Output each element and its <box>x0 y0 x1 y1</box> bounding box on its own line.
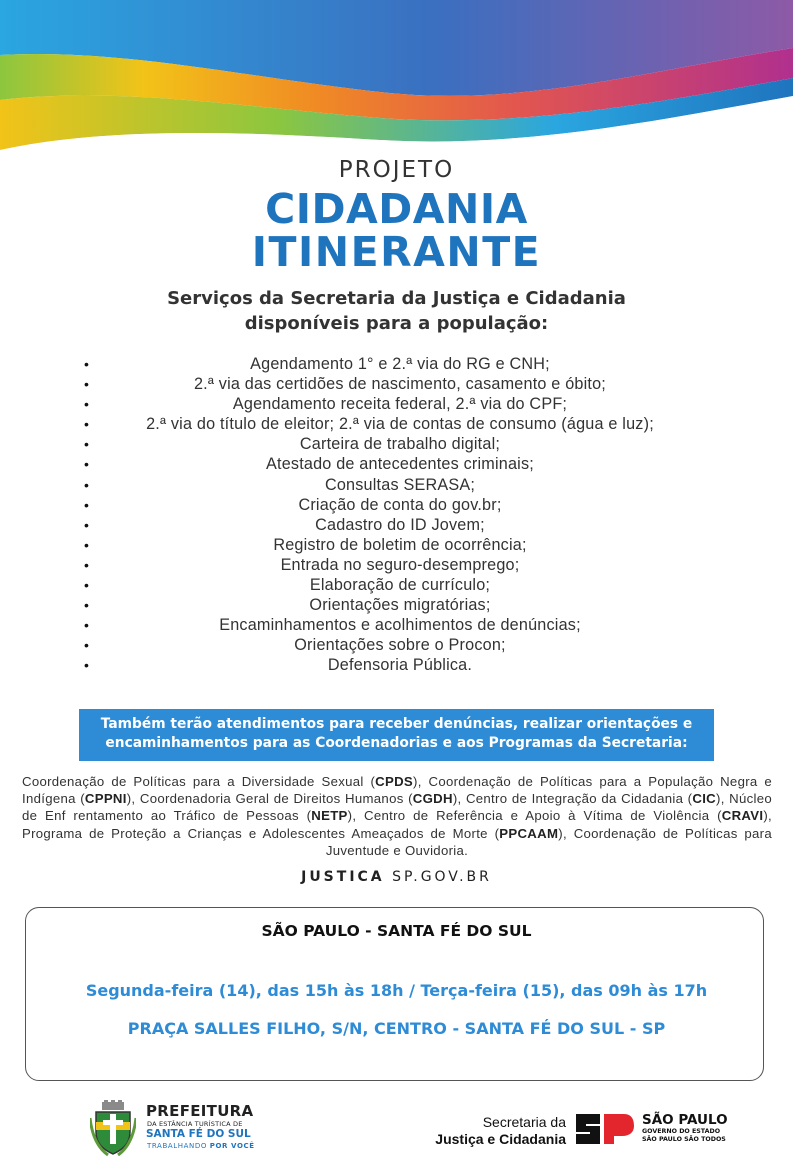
website-bold-part: JUSTICA <box>301 869 385 885</box>
list-item <box>80 615 720 635</box>
bullet-icon: • <box>84 476 90 493</box>
service-text: Orientações migratórias; <box>309 596 491 615</box>
list-item <box>80 354 720 374</box>
list-item <box>80 495 720 515</box>
prefeitura-city: SANTA FÉ DO SUL <box>146 1128 251 1140</box>
page-title-line2: ITINERANTE <box>251 228 542 276</box>
services-list <box>80 354 720 676</box>
organization-text: ), Centro de Integração da Cidadania ( <box>452 791 693 807</box>
organization-text: ), Programa de Proteção a Crianças e Adolescentes Ameaçados de Morte ( <box>22 808 772 841</box>
prefeitura-slogan-part2: POR VOCÊ <box>209 1142 255 1150</box>
service-text: Encaminhamentos e acolhimentos de denúncias; <box>219 616 581 635</box>
list-item <box>80 595 720 615</box>
secretaria-line2: Justiça e Cidadania <box>435 1131 566 1147</box>
event-dates: Segunda-feira (14), das 15h às 18h / Terça-feira (15), das 09h às 17h <box>85 981 708 1000</box>
list-item <box>80 454 720 474</box>
prefeitura-slogan <box>147 1142 255 1150</box>
organization-text: Coordenação de Políticas para a Diversidade Sexual ( <box>22 774 376 789</box>
bullet-icon: • <box>84 436 90 453</box>
organization-text: ), Centro de Referência e Apoio à Vítima de Violência ( <box>347 808 722 824</box>
list-item <box>80 575 720 595</box>
list-item <box>80 515 720 535</box>
service-text: Entrada no seguro-desemprego; <box>280 555 520 574</box>
list-item <box>80 535 720 555</box>
organization-acronym: NETP <box>311 808 348 824</box>
organization-acronym: CPPNI <box>84 791 127 807</box>
bullet-icon: • <box>84 376 90 393</box>
additional-services-banner <box>79 709 714 761</box>
service-text: 2.ª via das certidões de nascimento, casamento e óbito; <box>193 375 606 394</box>
page-title-line1: CIDADANIA <box>265 185 528 233</box>
organization-acronym: CPDS <box>375 774 414 789</box>
sp-name: SÃO PAULO <box>642 1112 728 1128</box>
organization-text: ), Coordenação de Políticas para a População Negra e Indígena ( <box>22 774 773 807</box>
bullet-icon: • <box>84 597 90 614</box>
service-text: 2.ª via do título de eleitor; 2.ª via de contas de consumo (água e luz); <box>146 415 654 434</box>
website-rest: SP.GOV.BR <box>384 869 492 885</box>
banner-line2: encaminhamentos para as Coordenadorias e aos Programas da Secretaria: <box>105 735 688 751</box>
service-text: Agendamento receita federal, 2.ª via do CPF; <box>232 395 568 414</box>
service-text: Agendamento 1° e 2.ª via do RG e CNH; <box>250 355 550 373</box>
organization-acronym: CGDH <box>412 791 453 807</box>
list-item <box>80 434 720 454</box>
event-city: SÃO PAULO - SANTA FÉ DO SUL <box>261 922 532 940</box>
services-intro-line2: disponíveis para a população: <box>244 313 549 334</box>
service-text: Carteira de trabalho digital; <box>299 435 501 454</box>
bullet-icon: • <box>84 617 90 634</box>
bullet-icon: • <box>84 396 90 413</box>
organization-acronym: CRAVI <box>721 808 764 824</box>
service-text: Atestado de antecedentes criminais; <box>266 455 534 474</box>
organization-acronym: PPCAAM <box>499 825 559 841</box>
bullet-icon: • <box>84 456 90 473</box>
state-government-logo <box>424 1110 734 1150</box>
list-item <box>80 475 720 495</box>
services-intro-line1: Serviços da Secretaria da Justiça e Cidadania <box>167 288 626 309</box>
bullet-icon: • <box>84 577 90 594</box>
website-address <box>0 869 793 885</box>
prefeitura-subtitle: DA ESTÂNCIA TURÍSTICA DE <box>147 1120 243 1128</box>
organization-text: ), Núcleo de Enf rentamento ao Tráfico de Pessoas ( <box>22 791 773 824</box>
bullet-icon: • <box>84 556 90 573</box>
sp-slogan: SÃO PAULO SÃO TODOS <box>642 1136 726 1143</box>
organization-text: ), Coordenação de Políticas para Juventude e Ouvidoria. <box>325 825 772 858</box>
list-item <box>80 394 720 414</box>
organization-text: ), Coordenadoria Geral de Direitos Humanos ( <box>126 791 413 807</box>
sp-state-mark-icon <box>574 1112 636 1146</box>
service-text: Criação de conta do gov.br; <box>298 495 502 514</box>
service-text: Elaboração de currículo; <box>309 576 491 595</box>
bullet-icon: • <box>84 536 90 553</box>
prefeitura-logo <box>90 1100 280 1160</box>
bullet-icon: • <box>84 416 90 433</box>
organizations-paragraph <box>22 773 772 859</box>
list-item <box>80 555 720 575</box>
bullet-icon: • <box>84 637 90 654</box>
list-item <box>80 655 720 675</box>
bullet-icon: • <box>84 657 90 674</box>
list-item <box>80 414 720 434</box>
list-item <box>80 374 720 394</box>
service-text: Defensoria Pública. <box>327 656 473 675</box>
list-item <box>80 635 720 655</box>
service-text: Consultas SERASA; <box>324 475 476 494</box>
sp-government: GOVERNO DO ESTADO <box>642 1128 721 1135</box>
service-text: Registro de boletim de ocorrência; <box>273 535 527 554</box>
services-intro <box>0 286 793 336</box>
organization-acronym: CIC <box>692 791 717 807</box>
santa-fe-crest-icon <box>90 1100 136 1156</box>
service-text: Cadastro do ID Jovem; <box>315 515 485 534</box>
prefeitura-title: PREFEITURA <box>146 1102 254 1120</box>
bullet-icon: • <box>84 356 90 372</box>
bullet-icon: • <box>84 516 90 533</box>
event-address: PRAÇA SALLES FILHO, S/N, CENTRO - SANTA FÉ DO SUL - SP <box>127 1019 666 1038</box>
banner-line1: Também terão atendimentos para receber denúncias, realizar orientações e <box>100 716 693 732</box>
project-label: PROJETO <box>338 157 455 183</box>
secretaria-line1: Secretaria da <box>482 1114 566 1130</box>
service-text: Orientações sobre o Procon; <box>294 636 506 655</box>
bullet-icon: • <box>84 496 90 513</box>
prefeitura-slogan-part1: TRABALHANDO <box>147 1142 210 1150</box>
